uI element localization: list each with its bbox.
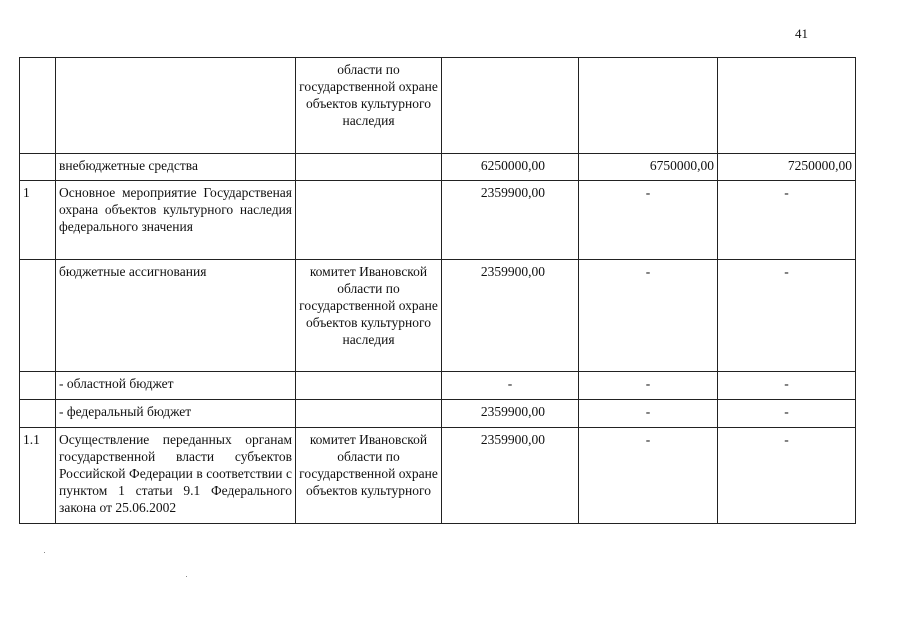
amount-year1-cell: 2359900,00 bbox=[442, 428, 579, 524]
amount-year1-cell: 2359900,00 bbox=[442, 400, 579, 428]
measure-name-cell: - федеральный бюджет bbox=[56, 400, 296, 428]
measure-name-cell bbox=[56, 58, 296, 154]
measure-name-cell: внебюджетные средства bbox=[56, 154, 296, 181]
amount-year1-cell bbox=[442, 58, 579, 154]
amount-year1-cell: 2359900,00 bbox=[442, 260, 579, 372]
row-number-cell: 1.1 bbox=[20, 428, 56, 524]
executor-cell: комитет Ивановской области по государственной охране объектов культурного наследия bbox=[296, 260, 442, 372]
amount-year2-cell: - bbox=[579, 400, 718, 428]
amount-year3-cell: - bbox=[718, 260, 856, 372]
scan-speck bbox=[186, 576, 187, 577]
measure-name-cell: Осуществление переданных органам государственной власти субъектов Российской Федерации в соответствии с пунктом 1 статьи 9.1 Федерального закона от 25.06.2002 bbox=[56, 428, 296, 524]
amount-year2-cell: - bbox=[579, 372, 718, 400]
amount-year2-cell: - bbox=[579, 181, 718, 260]
table-row bbox=[20, 400, 856, 428]
row-number-cell bbox=[20, 58, 56, 154]
amount-year1-cell: 6250000,00 bbox=[442, 154, 579, 181]
amount-year3-cell bbox=[718, 58, 856, 154]
executor-cell: области по государственной охране объектов культурного наследия bbox=[296, 58, 442, 154]
executor-cell bbox=[296, 181, 442, 260]
table-row bbox=[20, 58, 856, 154]
measure-name-cell: - областной бюджет bbox=[56, 372, 296, 400]
executor-cell: комитет Ивановской области по государственной охране объектов культурного bbox=[296, 428, 442, 524]
amount-year1-cell: - bbox=[442, 372, 579, 400]
scan-speck bbox=[44, 552, 45, 553]
row-number-cell bbox=[20, 372, 56, 400]
table-row bbox=[20, 372, 856, 400]
row-number-cell bbox=[20, 154, 56, 181]
table-row bbox=[20, 181, 856, 260]
row-number-cell bbox=[20, 400, 56, 428]
amount-year3-cell: - bbox=[718, 181, 856, 260]
budget-table bbox=[19, 57, 856, 524]
table-row bbox=[20, 428, 856, 524]
amount-year2-cell bbox=[579, 58, 718, 154]
page-number: 41 bbox=[795, 26, 808, 41]
amount-year2-cell: 6750000,00 bbox=[579, 154, 718, 181]
amount-year2-cell: - bbox=[579, 428, 718, 524]
amount-year3-cell: 7250000,00 bbox=[718, 154, 856, 181]
table-row bbox=[20, 260, 856, 372]
amount-year3-cell: - bbox=[718, 400, 856, 428]
amount-year3-cell: - bbox=[718, 372, 856, 400]
measure-name-cell: Основное мероприятие Государственая охрана объектов культурного наследия федерального значения bbox=[56, 181, 296, 260]
table-row bbox=[20, 154, 856, 181]
executor-cell bbox=[296, 154, 442, 181]
executor-cell bbox=[296, 400, 442, 428]
row-number-cell bbox=[20, 260, 56, 372]
amount-year3-cell: - bbox=[718, 428, 856, 524]
amount-year2-cell: - bbox=[579, 260, 718, 372]
amount-year1-cell: 2359900,00 bbox=[442, 181, 579, 260]
row-number-cell: 1 bbox=[20, 181, 56, 260]
measure-name-cell: бюджетные ассигнования bbox=[56, 260, 296, 372]
executor-cell bbox=[296, 372, 442, 400]
